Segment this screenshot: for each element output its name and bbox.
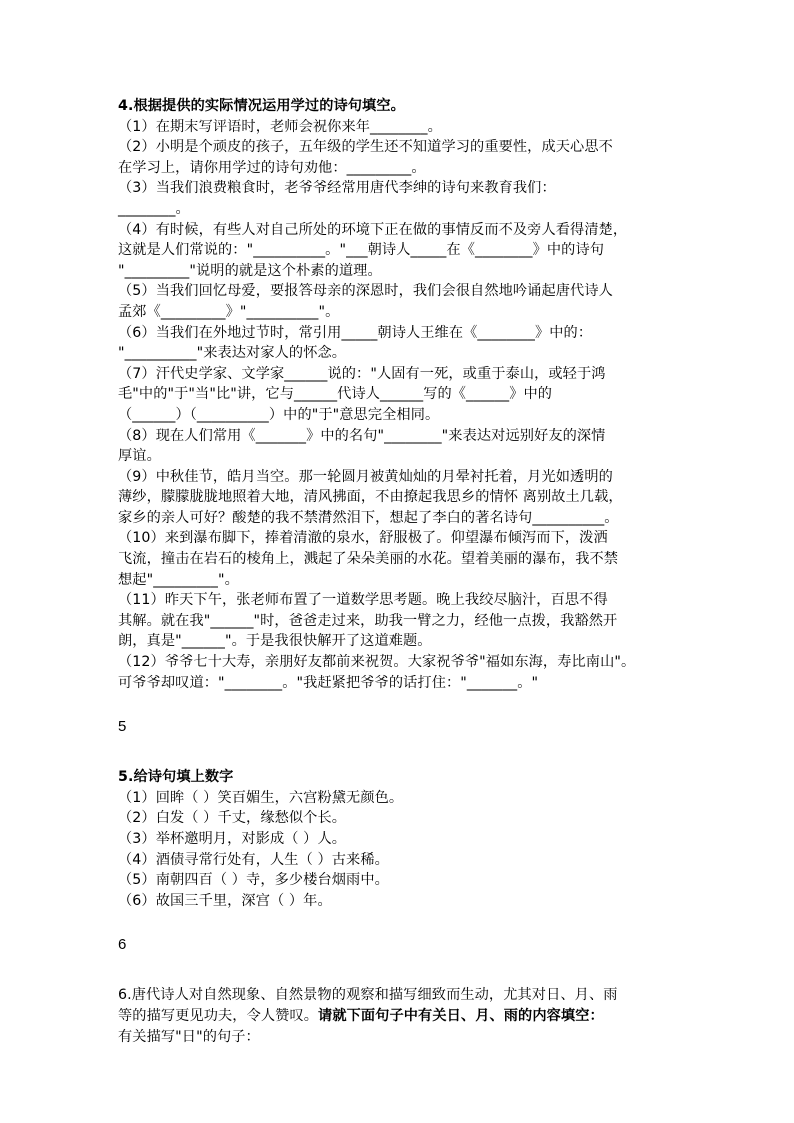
- section-4-body: [118, 117, 690, 694]
- section-4-line: "__________"来表达对家人的怀念。: [118, 345, 347, 362]
- section-4-title: 4.根据提供的实际情况运用学过的诗句填空。: [118, 98, 405, 114]
- section-4-line: （______）（__________）中的"于"意思完全相同。: [118, 406, 440, 423]
- section-4-line: （11）昨天下午，张老师布置了一道数学思考题。晚上我绞尽脑汁，百思不得: [118, 592, 608, 609]
- spacer: [118, 693, 690, 717]
- section-4-line: （12）爷爷七十大寿，亲朋好友都前来祝贺。大家祝爷爷"福如东海，寿比南山"。: [118, 654, 636, 671]
- section-5-line: （2）白发（ ）千丈，缘愁似个长。: [118, 810, 347, 827]
- section-4-line: 飞流，撞击在岩石的棱角上，溅起了朵朵美丽的水花。望着美丽的瀑布，我不禁: [118, 551, 619, 568]
- section-4-line: （1）在期末写评语时，老师会祝你来年________。: [118, 118, 442, 135]
- section-4-line: 在学习上，请你用学过的诗句劝他：_________。: [118, 159, 426, 176]
- section-4-line: （8）现在人们常用《_______》中的名句"________"来表达对远别好友的深情: [118, 427, 606, 444]
- section-5-line: （1）回眸（ ）笑百媚生，六宫粉黛无颜色。: [118, 789, 404, 806]
- section-4-line: 厚谊。: [118, 448, 161, 465]
- section-5-line: （4）酒债寻常行处有，人生（ ）古来稀。: [118, 851, 389, 868]
- section-5-line: （3）举杯邀明月，对影成（ ）人。: [118, 831, 347, 847]
- section-4-line: （7）汗代史学家、文学家______说的："人固有一死，或重于泰山，或轻于鸿: [118, 365, 606, 382]
- section-5-line: （6）故国三千里，深宫（ ）年。: [118, 892, 332, 909]
- section-4-line: 家乡的亲人可好？酸楚的我不禁潸然泪下，想起了李白的著名诗句__________。: [118, 509, 619, 526]
- section-6-body: [118, 985, 690, 1047]
- section-4-line: "_________"说明的就是这个朴素的道理。: [118, 262, 382, 279]
- section-4-line: 这就是人们常说的："__________。"___朝诗人_____在《________》中的诗句: [118, 242, 605, 259]
- section-4-line: 孟郊《_________》"__________"。: [118, 303, 340, 320]
- section-4-line: （6）当我们在外地过节时，常引用_____朝诗人王维在《________》中的：: [118, 324, 593, 341]
- page-number: 6: [118, 936, 127, 954]
- section-4-line: （10）来到瀑布脚下，捧着清澈的泉水，舒服极了。仰望瀑布倾泻而下，泼洒: [118, 530, 608, 547]
- section-4-line: 想起"_________"。: [118, 571, 239, 588]
- section-6-text: 等的描写更见功夫，令人赞叹。: [118, 1007, 319, 1024]
- section-4-line: ________。: [118, 200, 190, 217]
- section-5-line: （5）南朝四百（ ）寺，多少楼台烟雨中。: [118, 872, 389, 889]
- section-4-line: 薄纱，朦朦胧胧地照着大地，清风拂面，不由撩起我思乡的情怀 离别故土几载，: [118, 489, 623, 506]
- section-4-line: （4）有时候，有些人对自己所处的环境下正在做的事情反而不及旁人看得清楚，: [118, 221, 628, 238]
- spacer: [118, 737, 690, 767]
- spacer: [118, 911, 690, 935]
- section-6-line-2: [118, 1006, 690, 1027]
- section-4-line: （5）当我们回忆母爱，要报答母亲的深恩时，我们会很自然地吟诵起唐代诗人: [118, 283, 613, 300]
- spacer: [118, 955, 690, 985]
- page-number: 5: [118, 718, 127, 736]
- section-5-title: 5.给诗句填上数字: [118, 769, 234, 786]
- section-4-line: 朗，真是"______"。于是我很快解开了这道难题。: [118, 633, 432, 650]
- section-6-line: 6.唐代诗人对自然现象、自然景物的观察和描写细致而生动，尤其对日、月、雨: [118, 987, 618, 1004]
- section-5-body: [118, 788, 690, 912]
- section-6-line: 有关描写"日"的句子：: [118, 1028, 260, 1045]
- section-4-line: （2）小明是个顽皮的孩子，五年级的学生还不知道学习的重要性，成天心思不: [118, 139, 613, 156]
- section-4-line: 毛"中的"于"当"比"讲，它与______代诗人______写的《______》中的: [118, 386, 553, 403]
- section-4-line: （3）当我们浪费粮食时，老爷爷经常用唐代李绅的诗句来教育我们：: [118, 180, 556, 197]
- section-4-line: 其解。就在我"______"时，爸爸走过来，助我一臂之力，经他一点拨，我豁然开: [118, 612, 618, 629]
- section-6-instruction: 请就下面句子中有关日、月、雨的内容填空：: [318, 1007, 604, 1024]
- section-4-line: 可爷爷却叹道："________。"我赶紧把爷爷的话打住："_______。": [118, 674, 539, 691]
- section-4-line: （9）中秋佳节，皓月当空。那一轮圆月被黄灿灿的月晕衬托着，月光如透明的: [118, 468, 613, 485]
- worksheet-page: [118, 96, 690, 1047]
